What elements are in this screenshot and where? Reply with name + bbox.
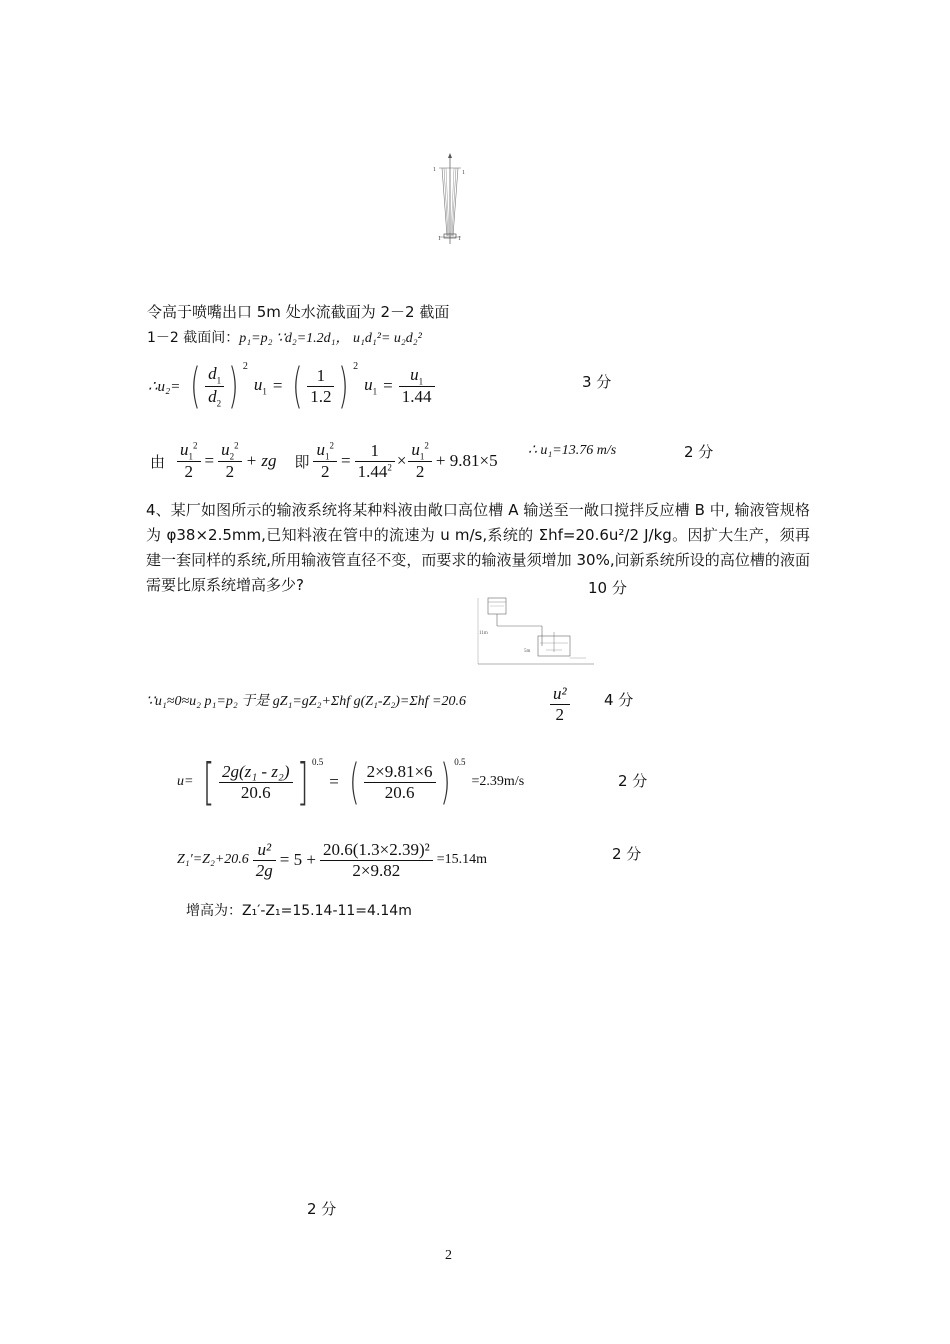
frac-num: 1: [307, 366, 334, 387]
score-2a: 2 分: [684, 443, 714, 461]
ji-label: 即: [294, 452, 310, 471]
height-label: 11m: [479, 631, 488, 636]
den2: 2×9.82: [352, 860, 401, 880]
one-over-144sq: $\frac{1}{1.44^2}$: [355, 441, 395, 482]
plus-term: + 9.81×5: [435, 451, 498, 470]
frac-big: [320, 840, 433, 881]
z1-result: =15.14m: [436, 852, 488, 867]
nozzle-label: 1: [458, 236, 461, 242]
d1: d: [208, 364, 217, 384]
score-2d: 2 分: [307, 1200, 337, 1218]
den2: 20.6: [384, 782, 415, 802]
d2: d: [208, 386, 217, 406]
nozzle-label: 1: [462, 170, 465, 176]
num1: 2g(z₁ - z₂): [219, 762, 293, 783]
den: 1.44: [357, 461, 388, 481]
nozzle-figure: [428, 150, 472, 250]
u2-sq-over-2: $\frac{u_2^2}{2}$: [218, 440, 242, 482]
u1-result: ∴ u₁=13.76 m/s: [528, 443, 617, 458]
num2: 2×9.81×6: [364, 762, 436, 783]
problem-4-text: 4、某厂如图所示的输液系统将某种料液由敞口高位槽 A 输送至一敞口搅拌反应槽 B 中, 输液管规格为 φ38×2.5mm,已知料液在管中的流速为 u m/s,系统的 Σhf=20.6u²/2 J/kg。因扩大生产，须再建一套同样的系统,所用输液管直径不变，而要求的输液量须增加 30%,问新系统所设的高位槽的液面需要比原系统增高多少?: [146, 501, 810, 594]
score-4: 4 分: [604, 691, 634, 709]
ratio-frac: [307, 366, 334, 407]
relation-eq: p₁=p₂ ∵d₂=1.2d₁， u₁d₁²= u₂d₂²: [239, 331, 422, 346]
line-c: [177, 832, 487, 888]
frac-1: [219, 762, 293, 803]
relation-prefix: 1－2 截面间：: [147, 330, 240, 346]
frac-den: 2g: [255, 860, 273, 880]
u-sq-over-2g: [253, 840, 276, 881]
den-144: 1.44: [401, 387, 432, 407]
frac-den: 2: [555, 705, 565, 724]
u1-term: u: [253, 375, 263, 395]
u1-sq-over-2: $\frac{u_1^2}{2}$: [177, 440, 201, 482]
u2: u: [221, 439, 230, 459]
score-10: 10 分: [588, 579, 627, 597]
frac-2: [364, 762, 436, 803]
pipe-label: 5m: [524, 649, 531, 654]
u-lhs: u=: [177, 774, 194, 789]
frac-den: 1.2: [310, 386, 332, 406]
zg-term: + zg: [245, 451, 277, 470]
relation-line: [147, 327, 422, 347]
exp: 0.5: [312, 757, 324, 767]
nozzle-label: 1: [433, 167, 436, 173]
den1: 20.6: [240, 782, 271, 802]
line-a-frac: [550, 684, 570, 725]
num2: 20.6(1.3×2.39)²: [320, 840, 433, 861]
score-2b: 2 分: [618, 772, 648, 790]
one: 1: [355, 441, 395, 462]
score-3: 3 分: [582, 373, 612, 391]
score-2c: 2 分: [612, 845, 642, 863]
energy-line: 由 $\frac{u_1^2}{2}$ = $\frac{u_2^2}{2}$ + zg 即 $\frac{u_1^2}{2}$ = $\frac{1}{1.44^2}$ × $\frac{u_1^2}{2}$ + 9.81×5: [150, 439, 498, 482]
tank-system-figure: [476, 596, 600, 668]
u1-num: u: [410, 364, 419, 384]
mid-term: = 5 +: [279, 850, 316, 869]
two: 2: [184, 462, 194, 482]
frac-num: u²: [253, 840, 276, 861]
z1-lhs: Z₁′=Z₂+20.6: [177, 852, 249, 867]
u1-over-144: $\frac{u_1}{1.44}$: [399, 365, 435, 407]
u1: u: [180, 439, 189, 459]
frac-num: u²: [550, 684, 570, 705]
d-ratio: $\frac{d_1}{d_2}$: [205, 364, 224, 408]
page-number: 2: [445, 1248, 452, 1263]
line-d: 增高为：Z₁′-Z₁=15.14-11=4.14m: [186, 903, 412, 919]
line-a-text: ∵u₁≈0≈u₂ p₁=p₂ 于是 gZ₁=gZ₂+Σhf g(Z₁-Z₂)=Σhf =20.6: [146, 694, 466, 709]
line-b: u= [ $\frac{\text{2g(z₁ - z₂)}}{20.6}$ ] $^{0.5}$ = ( $\frac{2\times 9.81\times 6}{20.6}$ ) $^{0.5}$ =2.39m/s: [177, 753, 525, 811]
you-label: 由: [150, 452, 166, 471]
u-result: =2.39m/s: [471, 774, 525, 789]
section-line: 令高于喷嘴出口 5m 处水流截面为 2－2 截面: [147, 303, 450, 321]
u2-lhs: ∴u₂=: [148, 378, 181, 395]
nozzle-label: 1: [438, 236, 441, 242]
u2-formula: ∴u₂= ( $\frac{d_1}{d_2}$ ) $^2$ $u_1$ = ( $\frac{1}{1.2}$ ) $^2$ $u_1$ = $\frac{u_1}{1.44}$: [148, 356, 435, 416]
